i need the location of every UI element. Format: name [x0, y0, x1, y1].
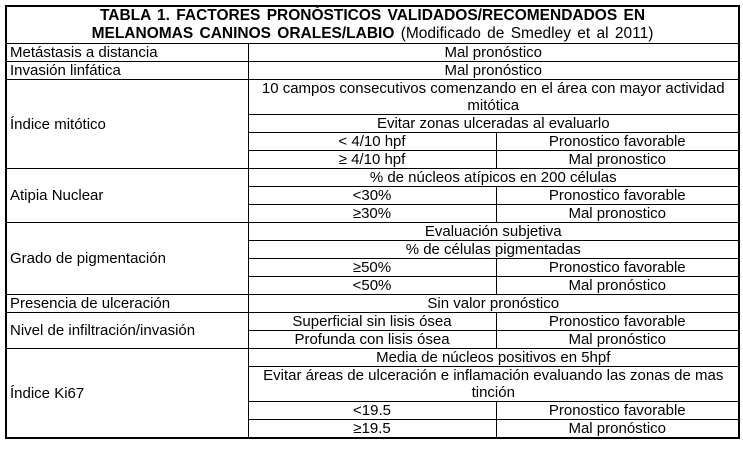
factor-cell: Presencia de ulceración: [6, 295, 248, 313]
prognosis-cell: Mal pronostico: [496, 151, 739, 169]
table-row: [6, 62, 739, 80]
criterion-cell: ≥30%: [248, 205, 496, 223]
factor-cell: Atipia Nuclear: [6, 169, 248, 223]
note-cell: Mal pronóstico: [248, 62, 739, 80]
factor-cell: Metástasis a distancia: [6, 44, 248, 62]
criterion-cell: < 4/10 hpf: [248, 133, 496, 151]
prognosis-cell: Pronostico favorable: [496, 402, 739, 420]
criterion-cell: <30%: [248, 187, 496, 205]
criterion-cell: ≥ 4/10 hpf: [248, 151, 496, 169]
criterion-cell: ≥19.5: [248, 420, 496, 439]
table-title-text: TABLA 1. FACTORES PRONÓSTICOS VALIDADOS/RECOMENDADOS EN: [99, 7, 646, 24]
title-row: [6, 6, 739, 44]
table-title-line1: [10, 7, 735, 25]
note-cell: 10 campos consecutivos comenzando en el área con mayor actividad mitótica: [248, 80, 739, 115]
factor-cell: Índice mitótico: [6, 80, 248, 169]
note-cell: % de núcleos atípicos en 200 células: [248, 169, 739, 187]
note-cell: Evitar áreas de ulceración e inflamación evaluando las zonas de mas tinción: [248, 367, 739, 402]
prognosis-cell: Mal pronostico: [496, 205, 739, 223]
note-cell: Mal pronóstico: [248, 44, 739, 62]
table-row: [6, 313, 739, 331]
criterion-cell: Superficial sin lisis ósea: [248, 313, 496, 331]
criterion-cell: <19.5: [248, 402, 496, 420]
note-cell: % de células pigmentadas: [248, 241, 739, 259]
prognosis-cell: Pronostico favorable: [496, 259, 739, 277]
note-cell: Sin valor pronóstico: [248, 295, 739, 313]
prognosis-cell: Mal pronóstico: [496, 331, 739, 349]
criterion-cell: <50%: [248, 277, 496, 295]
factor-cell: Grado de pigmentación: [6, 223, 248, 295]
table-row: [6, 169, 739, 187]
prognosis-cell: Mal pronóstico: [496, 277, 739, 295]
factor-cell: Invasión linfática: [6, 62, 248, 80]
table-row: [6, 44, 739, 62]
note-cell: Media de núcleos positivos en 5hpf: [248, 349, 739, 367]
table-title-line2: [10, 25, 735, 43]
prognosis-cell: Pronostico favorable: [496, 313, 739, 331]
table-row: [6, 349, 739, 367]
criterion-cell: ≥50%: [248, 259, 496, 277]
factor-cell: Nivel de infiltración/invasión: [6, 313, 248, 349]
note-cell: Evaluación subjetiva: [248, 223, 739, 241]
table-title: [6, 6, 739, 44]
prognosis-cell: Pronostico favorable: [496, 133, 739, 151]
criterion-cell: Profunda con lisis ósea: [248, 331, 496, 349]
table-row: [6, 295, 739, 313]
factor-cell: Índice Ki67: [6, 349, 248, 439]
prognostic-factors-table: [5, 5, 740, 439]
table-row: [6, 223, 739, 241]
table-row: [6, 80, 739, 115]
table-title-text: MELANOMAS CANINOS ORALES/LABIO: [91, 25, 395, 42]
table-title-note: (Modificado de Smedley et al 2011): [400, 25, 654, 42]
prognosis-cell: Pronostico favorable: [496, 187, 739, 205]
note-cell: Evitar zonas ulceradas al evaluarlo: [248, 115, 739, 133]
prognosis-cell: Mal pronóstico: [496, 420, 739, 439]
